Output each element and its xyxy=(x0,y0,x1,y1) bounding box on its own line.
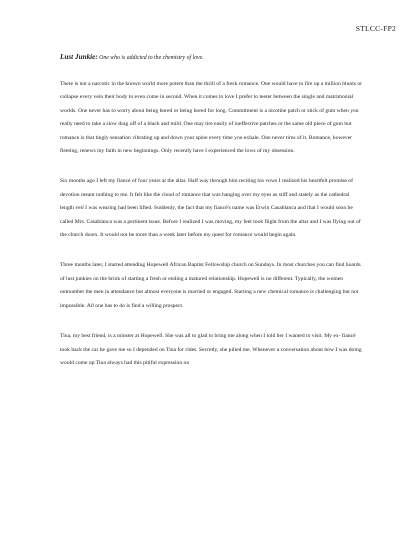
paragraph-2: Six months ago I left my fiancé of four years at the altar. Half way through him reciting his vows I realized his heartfelt promise of devotion meant nothing to me. It felt like the cloud of romance that was hanging over my eyes as stiff and stately as the cathedral length veil I was wearing had been lifted. Suddenly, the fact that my fiancé's name was Erwin Casablanca and that I would soon be called Mrs. Casablanca was a pertinent issue. Before I realized I was moving, my feet took flight from the altar and I was flying out of the church doors. It would not be more than a week later before my quest for romance would begin again. xyxy=(60,178,361,239)
paragraph-1: There is not a narcotic in the known world more potent than the thrill of a fresh romance. One would have to fire up a million blunts or collapse every vein their body to even come in second. When it comes to love I prefer to teeter between the single and matrimonial worlds. One never has to worry about being bored or being bored for long. Commitment is a nicotine patch or stick of gum when you really need to take a slow drag off of a black and mild. One may tire easily of ineffective patches or the same old piece of gum but romance is that tingly sensation vibrating up and down your spine every time you exhale. One never tires of it. Romance, however fleeting, renews my faith in new beginnings. Only recently have I experienced the lows of my obsession. xyxy=(60,81,362,155)
page-header-label: STLCC-FP2 xyxy=(355,24,396,33)
title-line xyxy=(60,52,364,63)
paragraph-3: Three months later, I started attending Hopewell African Baptist Fellowship church on Sundays. In most churches you can find hoards of lust junkies on the brink of starting a fresh or ending a matured relationship. Hopewell is no different. Typically, the women outnumber the men in attendance but almost everyone is married or engaged. Starting a new chemical romance is challenging but not impossible. All one has to do is find a willing prospect. xyxy=(60,262,361,309)
document-body xyxy=(60,52,364,387)
title-definition: One who is addicted to the chemistry of love. xyxy=(99,55,204,61)
paragraph-4: Tina, my best friend, is a minster at Hopewell. She was all to glad to bring me along when I told her I wanted to visit. My ex- fiancé took back the car he gave me so I depended on Tina for rides. Secretly, she pitied me. Whenever a conversation about how I was doing would come up Tina always had this pitiful expression on xyxy=(60,333,362,366)
title-term: Lust Junkie: xyxy=(60,53,98,61)
